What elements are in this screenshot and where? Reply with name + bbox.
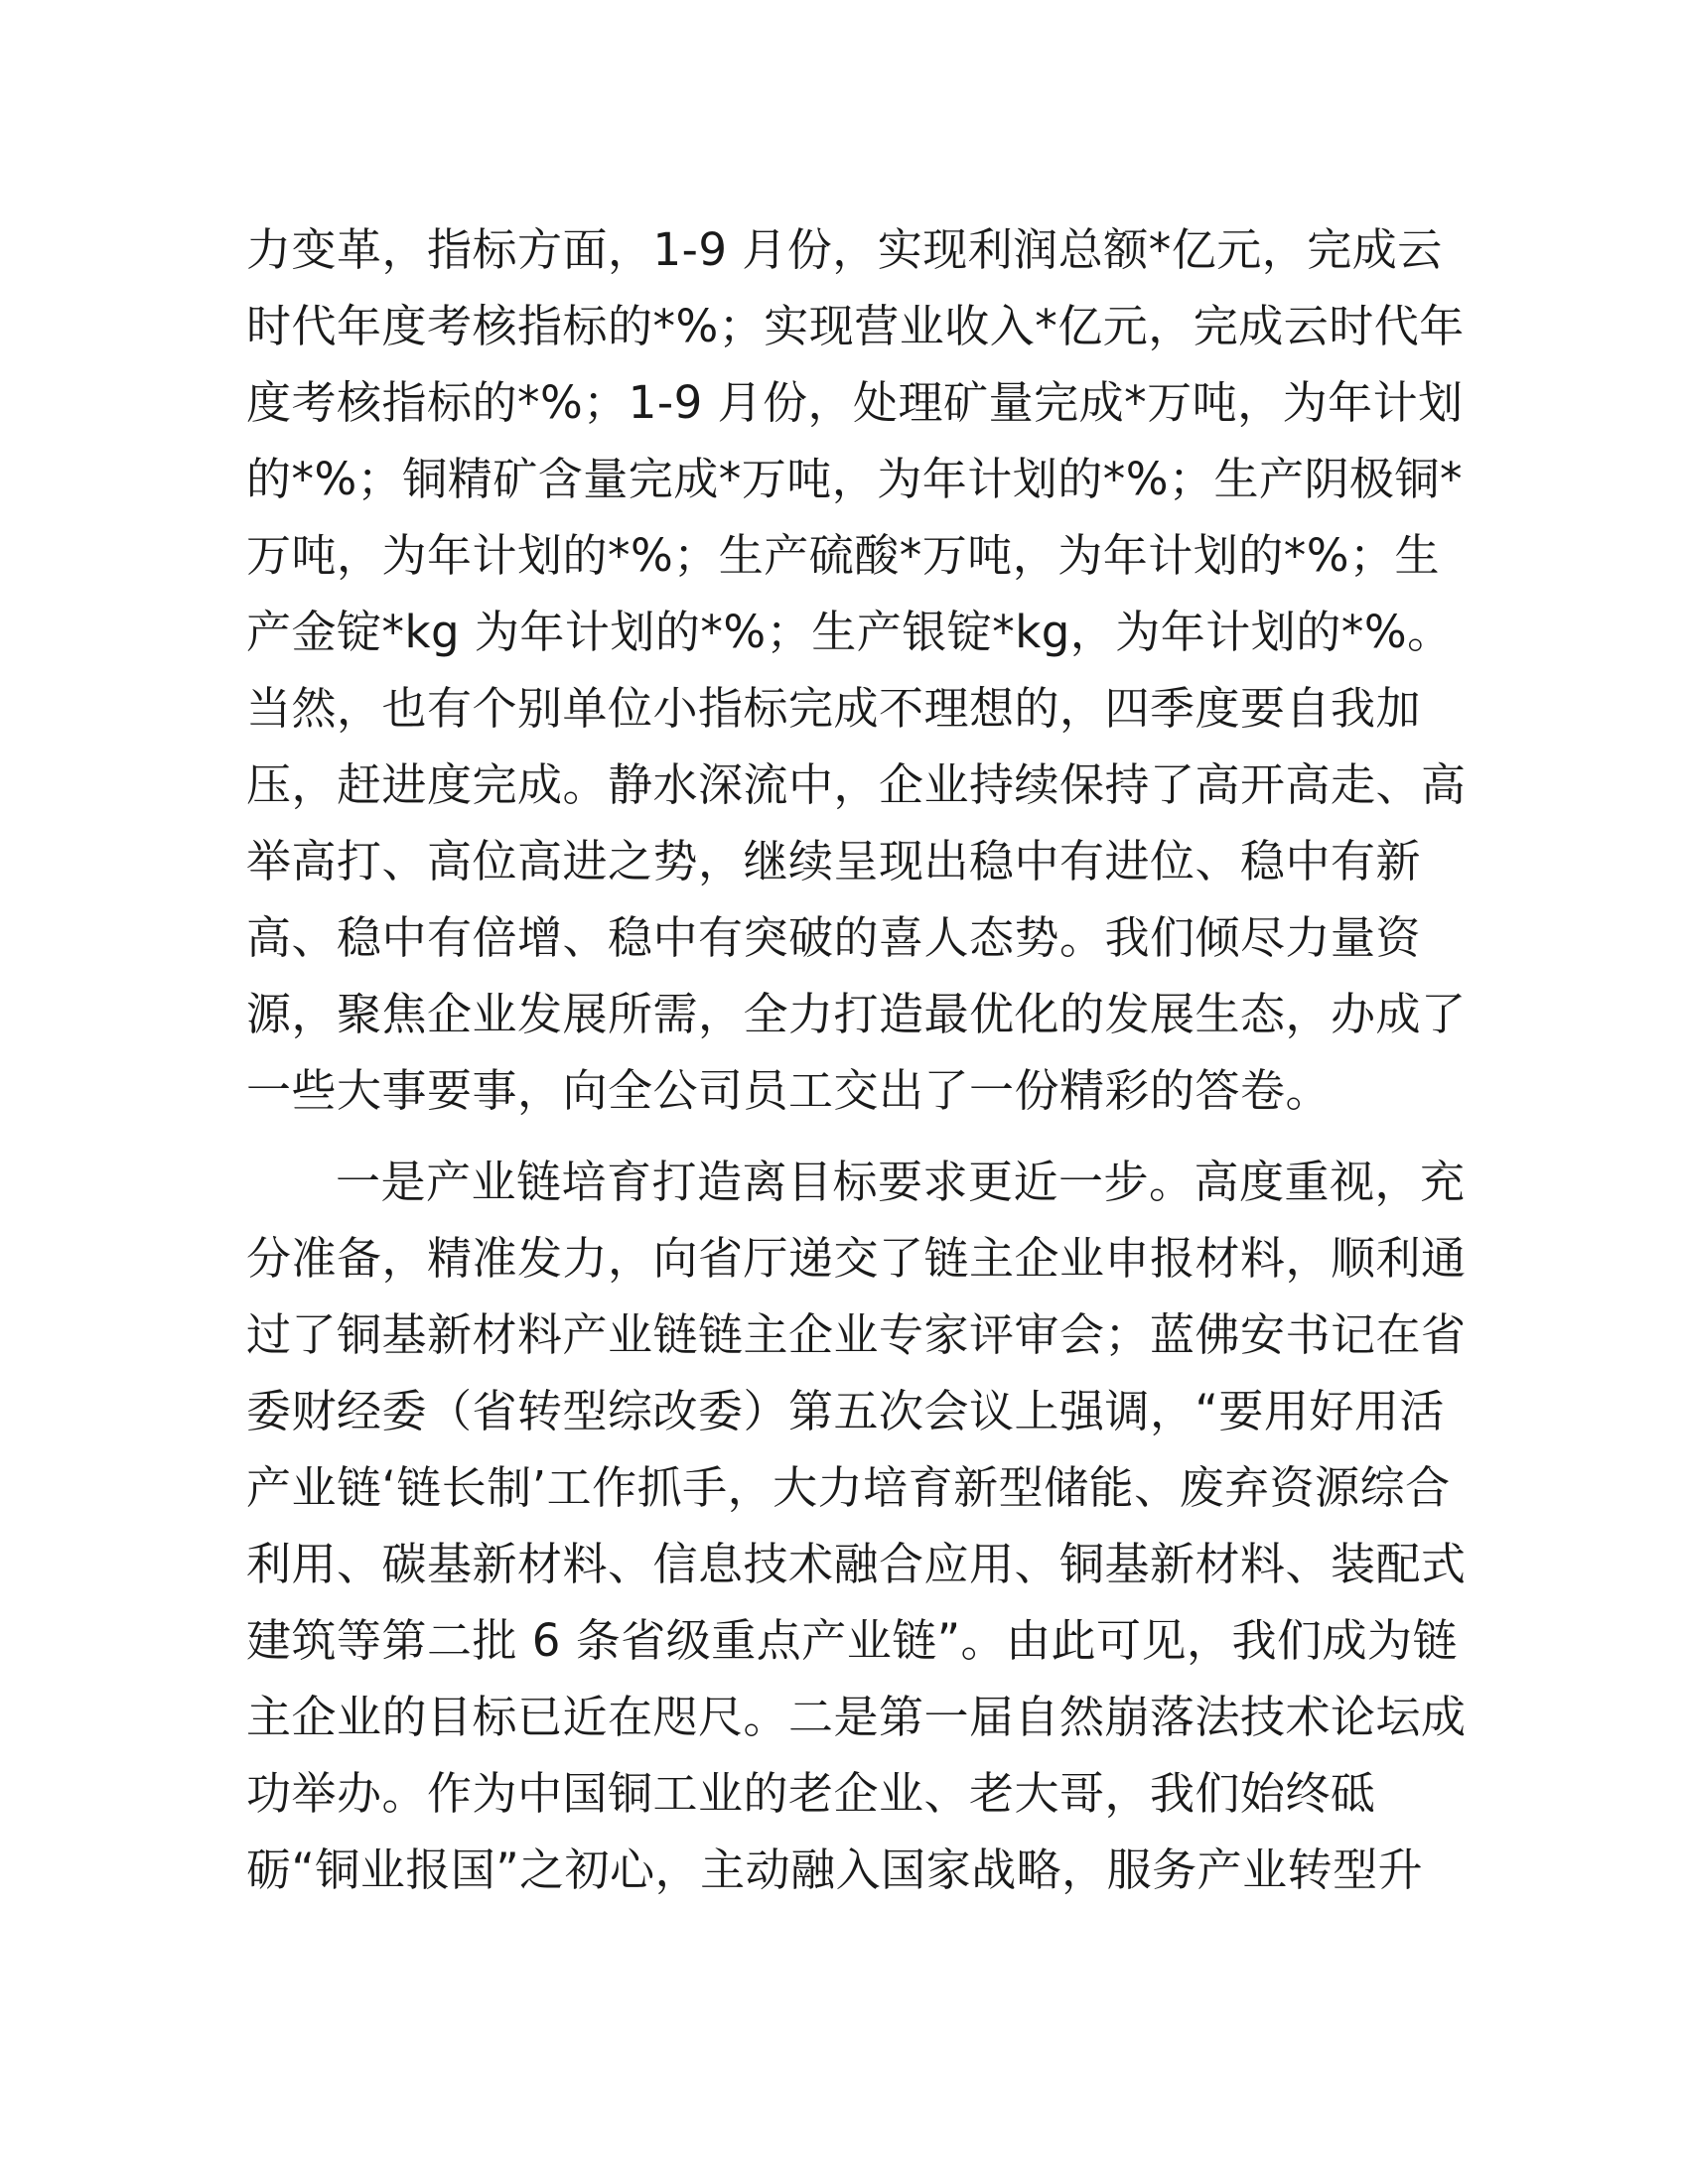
text-line: 一些大事要事，向全公司员工交出了一份精彩的答卷。: [246, 1064, 1332, 1117]
body-text: [246, 211, 1467, 1908]
text-line: 砺“铜业报国”之初心，主动融入国家战略，服务产业转型升: [246, 1843, 1424, 1896]
text-line: 主企业的目标已近在咫尺。二是第一届自然崩落法技术论坛成: [246, 1691, 1467, 1743]
text-line-indented: 一是产业链培育打造离目标要求更近一步。高度重视，充: [336, 1156, 1466, 1208]
paragraph-spacer: [246, 1129, 1438, 1144]
paragraph-1: [246, 211, 1467, 1129]
text-line: 建筑等第二批 6 条省级重点产业链”。由此可见，我们成为链: [246, 1614, 1459, 1667]
text-line: 度考核指标的*%；1-9 月份，处理矿量完成*万吨，为年计划: [246, 376, 1464, 429]
text-line: 委财经委（省转型综改委）第五次会议上强调，“要用好用活: [246, 1385, 1445, 1437]
text-line: 的*%；铜精矿含量完成*万吨，为年计划的*%；生产阴极铜*: [246, 453, 1464, 505]
text-line: 万吨，为年计划的*%；生产硫酸*万吨，为年计划的*%；生: [246, 529, 1441, 582]
text-line: 时代年度考核指标的*%；实现营业收入*亿元，完成云时代年: [246, 300, 1465, 352]
text-line: 力变革，指标方面，1-9 月份，实现利润总额*亿元，完成云: [246, 223, 1443, 276]
text-line: 当然，也有个别单位小指标完成不理想的，四季度要自我加: [246, 682, 1422, 735]
text-line: 分准备，精准发力，向省厅递交了链主企业申报材料，顺利通: [246, 1232, 1467, 1285]
text-line: 高、稳中有倍增、稳中有突破的喜人态势。我们倾尽力量资: [246, 911, 1422, 964]
text-line: 压，赶进度完成。静水深流中，企业持续保持了高开高走、高: [246, 758, 1467, 811]
paragraph-2: [246, 1144, 1467, 1908]
text-line: 功举办。作为中国铜工业的老企业、老大哥，我们始终砥: [246, 1767, 1376, 1820]
text-line: 源，聚焦企业发展所需，全力打造最优化的发展生态，办成了: [246, 988, 1467, 1040]
text-line: 产业链‘链长制’工作抓手，大力培育新型储能、废弃资源综合: [246, 1461, 1451, 1514]
text-line: 举高打、高位高进之势，继续呈现出稳中有进位、稳中有新: [246, 835, 1422, 887]
text-line: 过了铜基新材料产业链链主企业专家评审会；蓝佛安书记在省: [246, 1308, 1467, 1361]
text-line: 利用、碳基新材料、信息技术融合应用、铜基新材料、装配式: [246, 1538, 1467, 1590]
text-line: 产金锭*kg 为年计划的*%；生产银锭*kg，为年计划的*%。: [246, 606, 1453, 658]
